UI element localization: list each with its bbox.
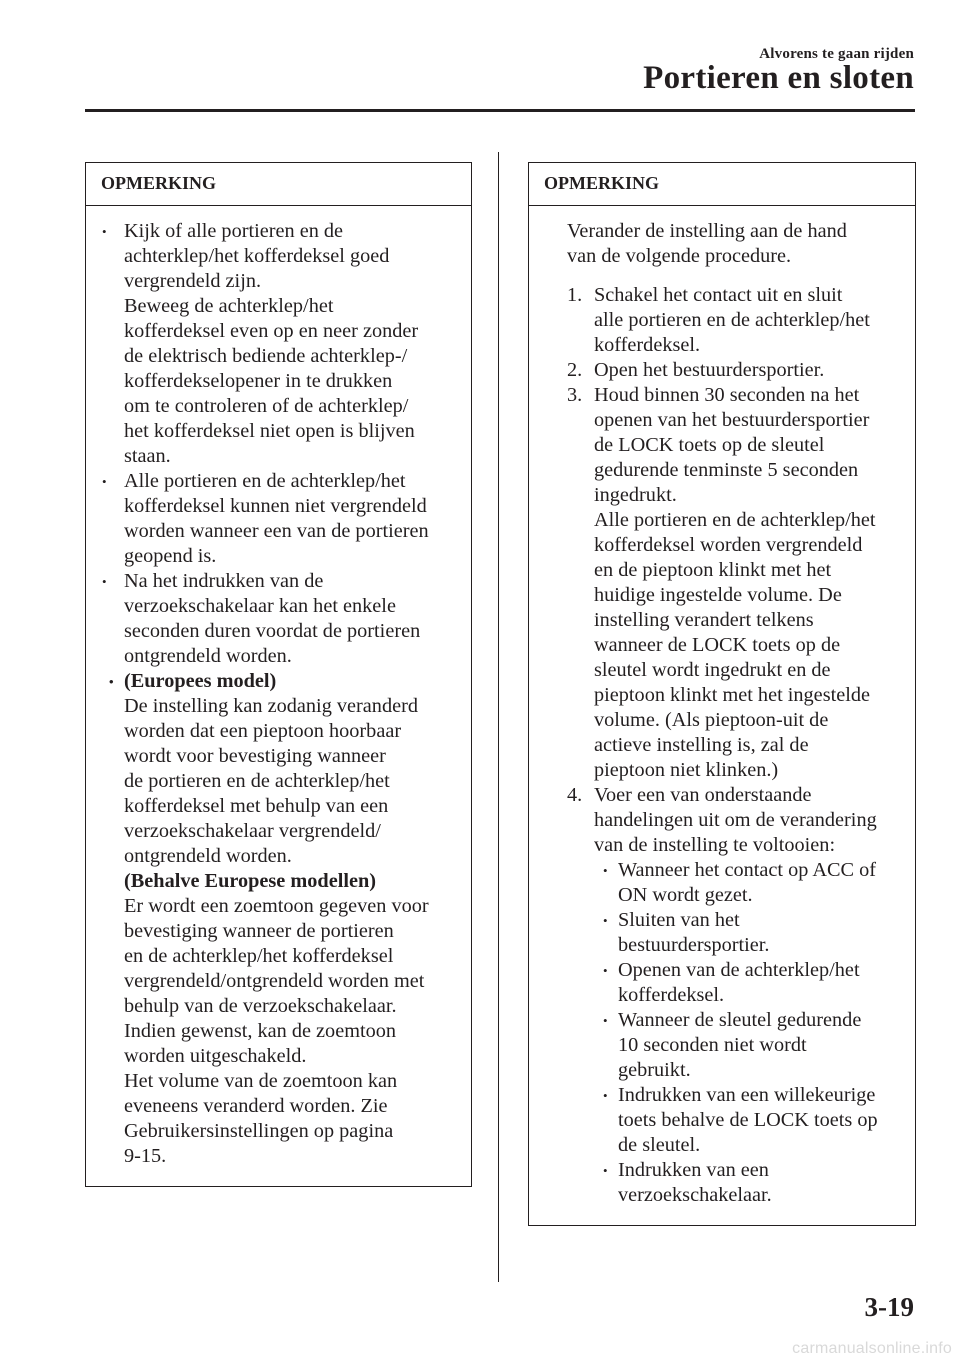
step-item: 2. Open het bestuurdersportier. [567,359,825,381]
text-line: geopend is. [124,545,217,567]
text-line: ontgrendeld worden. [124,645,292,667]
subheading: (Behalve Europese modellen) [124,870,377,892]
text-line: sleutel wordt ingedrukt en de [594,659,831,681]
text-line: openen van het bestuurdersportier [594,409,870,431]
text-line: achterklep/het kofferdeksel goed [124,245,390,267]
text-line: kofferdeksel. [594,334,701,356]
text-line: instelling verandert telkens [594,609,814,631]
text-line: kofferdeksel. [618,984,725,1006]
text-line: bestuurdersportier. [618,934,770,956]
bullet-icon: • [603,1013,608,1028]
text-line: ontgrendeld worden. [124,845,292,867]
text-line: Beweeg de achterklep/het [124,295,334,317]
text-line: en de pieptoon klinkt met het [594,559,832,581]
text-line: actieve instelling is, zal de [594,734,809,756]
note-heading: OPMERKING [529,163,915,206]
page-reference: 9-15. [124,1145,167,1167]
text-line: kofferdekselopener in te drukken [124,370,393,392]
list-item: • Alle portieren en de achterklep/het [102,470,406,492]
text-line: ON wordt gezet. [618,884,753,906]
bullet-icon: • [102,224,107,239]
step-number: 1. [567,284,583,306]
step-number: 4. [567,784,583,806]
note-heading: OPMERKING [86,163,471,206]
text-line: en de achterklep/het kofferdeksel [124,945,394,967]
text-line: kofferdeksel even op en neer zonder [124,320,419,342]
text-line: ingedrukt. [594,484,677,506]
sub-list-item: • Wanneer het contact op ACC of [603,859,877,881]
step-item: 4. Voer een van onderstaande [567,784,812,806]
bullet-icon: • [603,863,608,878]
text-line: staan. [124,445,171,467]
text-line: handelingen uit om de verandering [594,809,877,831]
bullet-icon: • [109,674,114,689]
step-number: 2. [567,359,583,381]
header-rule [85,109,915,112]
text-line: worden dat een pieptoon hoorbaar [124,720,402,742]
sub-list-item: • Wanneer de sleutel gedurende [603,1009,862,1031]
text-line: volume. (Als pieptoon-uit de [594,709,829,731]
note-box-left [85,162,472,1187]
list-item: • Na het indrukken van de [102,570,324,592]
text-line: pieptoon klinkt met het ingestelde [594,684,870,706]
intro-line: van de volgende procedure. [567,245,792,267]
text-line: kofferdeksel worden vergrendeld [594,534,863,556]
text-line: bevestiging wanneer de portieren [124,920,394,942]
bullet-icon: • [603,963,608,978]
text-line: seconden duren voordat de portieren [124,620,421,642]
bullet-icon: • [102,474,107,489]
bullet-icon: • [102,574,107,589]
text-line: pieptoon niet klinken.) [594,759,779,781]
text-line: om te controleren of de achterklep/ [124,395,409,417]
text-line: van de instelling te voltooien: [594,834,836,856]
text-line: huidige ingestelde volume. De [594,584,842,606]
list-item: • (Europees model) [109,670,277,692]
text-line: toets behalve de LOCK toets op [618,1109,878,1131]
page-title: Portieren en sloten [643,60,914,96]
step-number: 3. [567,384,583,406]
text-line: het kofferdeksel niet open is blijven [124,420,415,442]
text-line: Gebruikersinstellingen op pagina [124,1120,394,1142]
text-line: Er wordt een zoemtoon gegeven voor [124,895,429,917]
text-line: verzoekschakelaar kan het enkele [124,595,396,617]
text-line: de portieren en de achterklep/het [124,770,390,792]
text-line: wanneer de LOCK toets op de [594,634,841,656]
bullet-icon: • [603,913,608,928]
note-body [529,206,915,1208]
text-line: behulp van de verzoekschakelaar. [124,995,397,1017]
text-line: verzoekschakelaar. [618,1184,772,1206]
text-line: de LOCK toets op de sleutel [594,434,825,456]
note-body [86,206,471,1169]
text-line: Indien gewenst, kan de zoemtoon [124,1020,397,1042]
text-line: de sleutel. [618,1134,701,1156]
step-item: 3. Houd binnen 30 seconden na het [567,384,860,406]
intro-line: Verander de instelling aan de hand [567,220,847,242]
step-item: 1. Schakel het contact uit en sluit [567,284,843,306]
sub-list-item: • Indrukken van een willekeurige [603,1084,876,1106]
bullet-icon: • [603,1163,608,1178]
page-number: 3-19 [864,1292,914,1322]
text-line: alle portieren en de achterklep/het [594,309,870,331]
text-line: gedurende tenminste 5 seconden [594,459,859,481]
text-line: vergrendeld zijn. [124,270,262,292]
text-line: Alle portieren en de achterklep/het [594,509,876,531]
text-line: eveneens veranderd worden. Zie [124,1095,388,1117]
text-line: vergrendeld/ontgrendeld worden met [124,970,425,992]
text-line: worden uitgeschakeld. [124,1045,307,1067]
bullet-icon: • [603,1088,608,1103]
text-line: gebruikt. [618,1059,691,1081]
list-item: • Kijk of alle portieren en de [102,220,344,242]
text-line: worden wanneer een van de portieren [124,520,429,542]
text-line: wordt voor bevestiging wanneer [124,745,386,767]
text-line: Het volume van de zoemtoon kan [124,1070,398,1092]
text-line: kofferdeksel met behulp van een [124,795,389,817]
header-section-label: Alvorens te gaan rijden [759,46,914,62]
text-line: kofferdeksel kunnen niet vergrendeld [124,495,427,517]
note-box-right [528,162,916,1226]
sub-list-item: • Indrukken van een [603,1159,769,1181]
column-divider [498,152,499,1282]
text-line: 10 seconden niet wordt [618,1034,807,1056]
text-line: De instelling kan zodanig veranderd [124,695,418,717]
watermark: carmanualsonline.info [792,1340,952,1357]
text-line: verzoekschakelaar vergrendeld/ [124,820,381,842]
text-line: de elektrisch bediende achterklep-/ [124,345,408,367]
sub-list-item: • Openen van de achterklep/het [603,959,860,981]
sub-list-item: • Sluiten van het [603,909,740,931]
